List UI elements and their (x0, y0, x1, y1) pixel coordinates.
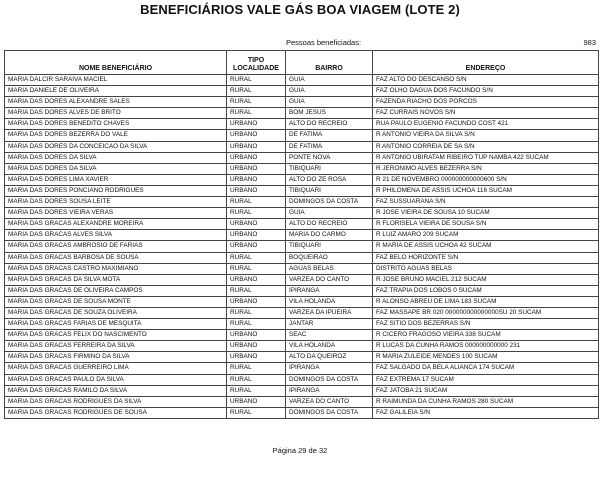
cell-address: FAZ GALILEIA S/N (373, 407, 599, 418)
cell-address: R 21 DE NOVEMBRO 000000000000600 S/N (373, 174, 599, 185)
cell-bairro: SEAC (286, 330, 373, 341)
cell-address: R ANTONIO VIEIRA DA SILVA S/N (373, 130, 599, 141)
header-locality-type: TIPO LOCALIDADE (227, 51, 286, 75)
cell-bairro: ALTO DO RECREIO (286, 219, 373, 230)
cell-address: R JOSE BRUNO MACIEL 212 SUCAM (373, 274, 599, 285)
table-row (5, 241, 599, 252)
cell-name: MARIA DAS DORES BEZERRA DO VALE (5, 130, 227, 141)
cell-address: DISTRITO AGUAS BELAS (373, 263, 599, 274)
table-row (5, 385, 599, 396)
cell-name: MARIA DAS DORES ALEXANDRE SALES (5, 97, 227, 108)
cell-bairro: DOMINGOS DA COSTA (286, 374, 373, 385)
table-row (5, 97, 599, 108)
cell-bairro: IPIRANGA (286, 363, 373, 374)
cell-bairro: VARZEA DA IPUEIRA (286, 307, 373, 318)
cell-name: MARIA DAS DORES SOUSA LEITE (5, 197, 227, 208)
cell-bairro: VILA HOLANDA (286, 296, 373, 307)
cell-bairro: BOM JESUS (286, 108, 373, 119)
cell-locality-type: RURAL (227, 97, 286, 108)
cell-locality-type: RURAL (227, 108, 286, 119)
beneficiaries-summary (4, 37, 598, 49)
cell-locality-type: RURAL (227, 197, 286, 208)
cell-name: MARIA DAS DORES DA SILVA (5, 152, 227, 163)
cell-name: MARIA DAS GRACAS FELIX DO NASCIMENTO (5, 330, 227, 341)
cell-bairro: IPIRANGA (286, 285, 373, 296)
cell-locality-type: URBANO (227, 330, 286, 341)
table-row (5, 352, 599, 363)
cell-address: R CICERO FRAGOSO VIEIRA 338 SUCAM (373, 330, 599, 341)
cell-bairro: JANTAR (286, 319, 373, 330)
cell-address: FAZ BELO HORIZONTE S/N (373, 252, 599, 263)
cell-bairro: DOMINGOS DA COSTA (286, 197, 373, 208)
cell-address: RUA PAULO EUGENIO FACUNDO COST 421 (373, 119, 599, 130)
table-row (5, 163, 599, 174)
cell-name: MARIA DAS DORES BENEDITO CHAVES (5, 119, 227, 130)
cell-name: MARIA DAS GRACAS AMBROSIO DE FARIAS (5, 241, 227, 252)
cell-locality-type: RURAL (227, 407, 286, 418)
cell-address: R LUIZ AMARO 209 SUCAM (373, 230, 599, 241)
cell-bairro: GUIA (286, 97, 373, 108)
header-name: NOME BENEFICIÁRIO (5, 51, 227, 75)
table-row (5, 252, 599, 263)
table-row (5, 274, 599, 285)
table-row (5, 86, 599, 97)
cell-bairro: DOMINGOS DA COSTA (286, 407, 373, 418)
cell-locality-type: URBANO (227, 341, 286, 352)
cell-address: R LUCAS DA CUNHA RAMOS 000000000000 231 (373, 341, 599, 352)
cell-locality-type: RURAL (227, 385, 286, 396)
table-row (5, 208, 599, 219)
cell-address: R RAIMUNDA DA CUNHA RAMOS 280 SUCAM (373, 396, 599, 407)
cell-name: MARIA DAS GRACAS FARIAS DE MESQUITA (5, 319, 227, 330)
cell-locality-type: RURAL (227, 263, 286, 274)
table-row (5, 330, 599, 341)
cell-bairro: VARZEA DO CANTO (286, 396, 373, 407)
cell-locality-type: RURAL (227, 307, 286, 318)
cell-locality-type: URBANO (227, 185, 286, 196)
header-address: ENDEREÇO (373, 51, 599, 75)
table-row (5, 152, 599, 163)
cell-bairro: DE FATIMA (286, 141, 373, 152)
cell-locality-type: RURAL (227, 363, 286, 374)
cell-name: MARIA DAS GRACAS DE OLIVEIRA CAMPOS (5, 285, 227, 296)
table-row (5, 185, 599, 196)
cell-bairro: ALTO DO RECREIO (286, 119, 373, 130)
cell-name: MARIA DAS DORES LIMA XAVIER (5, 174, 227, 185)
table-row (5, 174, 599, 185)
cell-bairro: VILA HOLANDA (286, 341, 373, 352)
header-bairro: BAIRRO (286, 51, 373, 75)
cell-name: MARIA DALCIR SARAIVA MACIEL (5, 75, 227, 86)
cell-address: FAZ OLHO DAGUA DOS FACUNDO S/N (373, 86, 599, 97)
cell-address: R ANTONIO UBIRATAM RIBEIRO TUP NAMBA 422 SUCAM (373, 152, 599, 163)
table-row (5, 407, 599, 418)
cell-address: R FLORISELA VIEIRA DE SOUSA S/N (373, 219, 599, 230)
cell-locality-type: RURAL (227, 374, 286, 385)
cell-bairro: BOQUEIRAO (286, 252, 373, 263)
table-row (5, 363, 599, 374)
cell-name: MARIA DAS GRACAS PAULO DA SILVA (5, 374, 227, 385)
cell-bairro: GUIA (286, 75, 373, 86)
cell-address: FAZ SITIO DOS BEZERRAS S/N (373, 319, 599, 330)
cell-locality-type: RURAL (227, 208, 286, 219)
cell-name: MARIA DAS GRACAS RODRIGUES DA SILVA (5, 396, 227, 407)
cell-name: MARIA DAS GRACAS ALVES SILVA (5, 230, 227, 241)
beneficiaries-count: 983 (583, 38, 596, 47)
table-row (5, 219, 599, 230)
cell-bairro: VARZEA DO CANTO (286, 274, 373, 285)
cell-address: R JERONIMO ALVES BEZERRA S/N (373, 163, 599, 174)
table-row (5, 263, 599, 274)
cell-bairro: ALTO DO ZE ROSA (286, 174, 373, 185)
cell-name: MARIA DAS GRACAS DE SOUZA OLIVEIRA (5, 307, 227, 318)
cell-locality-type: URBANO (227, 163, 286, 174)
cell-locality-type: URBANO (227, 230, 286, 241)
document-title: BENEFICIÁRIOS VALE GÁS BOA VIAGEM (LOTE 2) (140, 2, 460, 17)
cell-bairro: GUIA (286, 208, 373, 219)
cell-name: MARIA DAS GRACAS DE SOUSA MONTE (5, 296, 227, 307)
cell-address: FAZ SALGADO DA BELA ALIANCA 174 SUCAM (373, 363, 599, 374)
cell-locality-type: URBANO (227, 352, 286, 363)
cell-address: FAZ ALTO DO DESCANSO S/N (373, 75, 599, 86)
table-row (5, 230, 599, 241)
table-row (5, 141, 599, 152)
table-header-row (5, 51, 599, 75)
cell-bairro: TIBIQUARI (286, 241, 373, 252)
cell-address: R PHILOMENA DE ASSIS UCHOA 116 SUCAM (373, 185, 599, 196)
cell-name: MARIA DAS GRACAS RAMILO DA SILVA (5, 385, 227, 396)
cell-address: R ANTONIO CORREIA DE SA S/N (373, 141, 599, 152)
cell-name: MARIA DAS GRACAS RODRIGUES DE SOUSA (5, 407, 227, 418)
table-row (5, 319, 599, 330)
cell-bairro: ALTO DA QUEIROZ (286, 352, 373, 363)
cell-locality-type: RURAL (227, 252, 286, 263)
cell-locality-type: URBANO (227, 141, 286, 152)
cell-locality-type: URBANO (227, 130, 286, 141)
cell-bairro: PONTE NOVA (286, 152, 373, 163)
cell-address: FAZ TRAPIA DOS LOBOS 0 SUCAM (373, 285, 599, 296)
cell-locality-type: URBANO (227, 119, 286, 130)
cell-address: FAZ CURRAIS NOVOS S/N (373, 108, 599, 119)
cell-locality-type: URBANO (227, 152, 286, 163)
table-body (5, 75, 599, 419)
cell-name: MARIA DAS GRACAS GUERREIRO LIMA (5, 363, 227, 374)
cell-address: R JOSE VIEIRA DE SOUSA 10 SUCAM (373, 208, 599, 219)
cell-name: MARIA DAS GRACAS ALEXANDRE MOREIRA (5, 219, 227, 230)
cell-address: FAZ SUSSUARANA S/N (373, 197, 599, 208)
table-row (5, 130, 599, 141)
cell-address: FAZENDA RIACHO DOS PORCOS (373, 97, 599, 108)
cell-address: FAZ JATOBA 21 SUCAM (373, 385, 599, 396)
cell-locality-type: RURAL (227, 319, 286, 330)
cell-name: MARIA DAS GRACAS CASTRO MAXIMIANO (5, 263, 227, 274)
cell-address: R MARIA DE ASSIS UCHOA 42 SUCAM (373, 241, 599, 252)
cell-bairro: GUIA (286, 86, 373, 97)
table-row (5, 108, 599, 119)
cell-name: MARIA DAS GRACAS FIRMINO DA SILVA (5, 352, 227, 363)
table-row (5, 341, 599, 352)
table-row (5, 296, 599, 307)
page-number: Página 29 de 32 (272, 446, 328, 455)
table-row (5, 75, 599, 86)
cell-locality-type: URBANO (227, 219, 286, 230)
cell-address: FAZ EXTREMA 17 SUCAM (373, 374, 599, 385)
cell-name: MARIA DAS GRACAS FERREIRA DA SILVA (5, 341, 227, 352)
cell-bairro: DE FATIMA (286, 130, 373, 141)
cell-locality-type: RURAL (227, 75, 286, 86)
cell-name: MARIA DAS DORES DA SILVA (5, 163, 227, 174)
table-row (5, 307, 599, 318)
beneficiaries-table (4, 50, 599, 419)
cell-locality-type: URBANO (227, 296, 286, 307)
cell-address: FAZ MASSAPE BR 020 000000000000000SU 20 SUCAM (373, 307, 599, 318)
cell-bairro: IPIRANGA (286, 385, 373, 396)
table-row (5, 119, 599, 130)
cell-name: MARIA DAS GRACAS BARBOSA DE SOUSA (5, 252, 227, 263)
cell-locality-type: URBANO (227, 274, 286, 285)
cell-locality-type: RURAL (227, 285, 286, 296)
cell-locality-type: RURAL (227, 86, 286, 97)
beneficiaries-label: Pessoas beneficiadas: (286, 38, 362, 47)
cell-locality-type: URBANO (227, 396, 286, 407)
table-row (5, 396, 599, 407)
cell-name: MARIA DANIELE DE OLIVEIRA (5, 86, 227, 97)
cell-name: MARIA DAS GRACAS DA SILVA MOTA (5, 274, 227, 285)
cell-bairro: TIBIQUARI (286, 185, 373, 196)
cell-name: MARIA DAS DORES PONCIANO RODRIGUES (5, 185, 227, 196)
cell-bairro: AGUAS BELAS (286, 263, 373, 274)
cell-bairro: MARIA DO CARMO (286, 230, 373, 241)
table-row (5, 285, 599, 296)
table-row (5, 374, 599, 385)
cell-bairro: TIBIQUARI (286, 163, 373, 174)
table-row (5, 197, 599, 208)
cell-address: R ALONSO ABREU DE LIMA 183 SUCAM (373, 296, 599, 307)
cell-locality-type: URBANO (227, 241, 286, 252)
cell-name: MARIA DAS DORES VIEIRA VERAS (5, 208, 227, 219)
cell-name: MARIA DAS DORES ALVES DE BRITO (5, 108, 227, 119)
cell-address: R MARIA ZULEIDE MENDES 100 SUCAM (373, 352, 599, 363)
cell-name: MARIA DAS DORES DA CONCEICAO DA SILVA (5, 141, 227, 152)
cell-locality-type: URBANO (227, 174, 286, 185)
